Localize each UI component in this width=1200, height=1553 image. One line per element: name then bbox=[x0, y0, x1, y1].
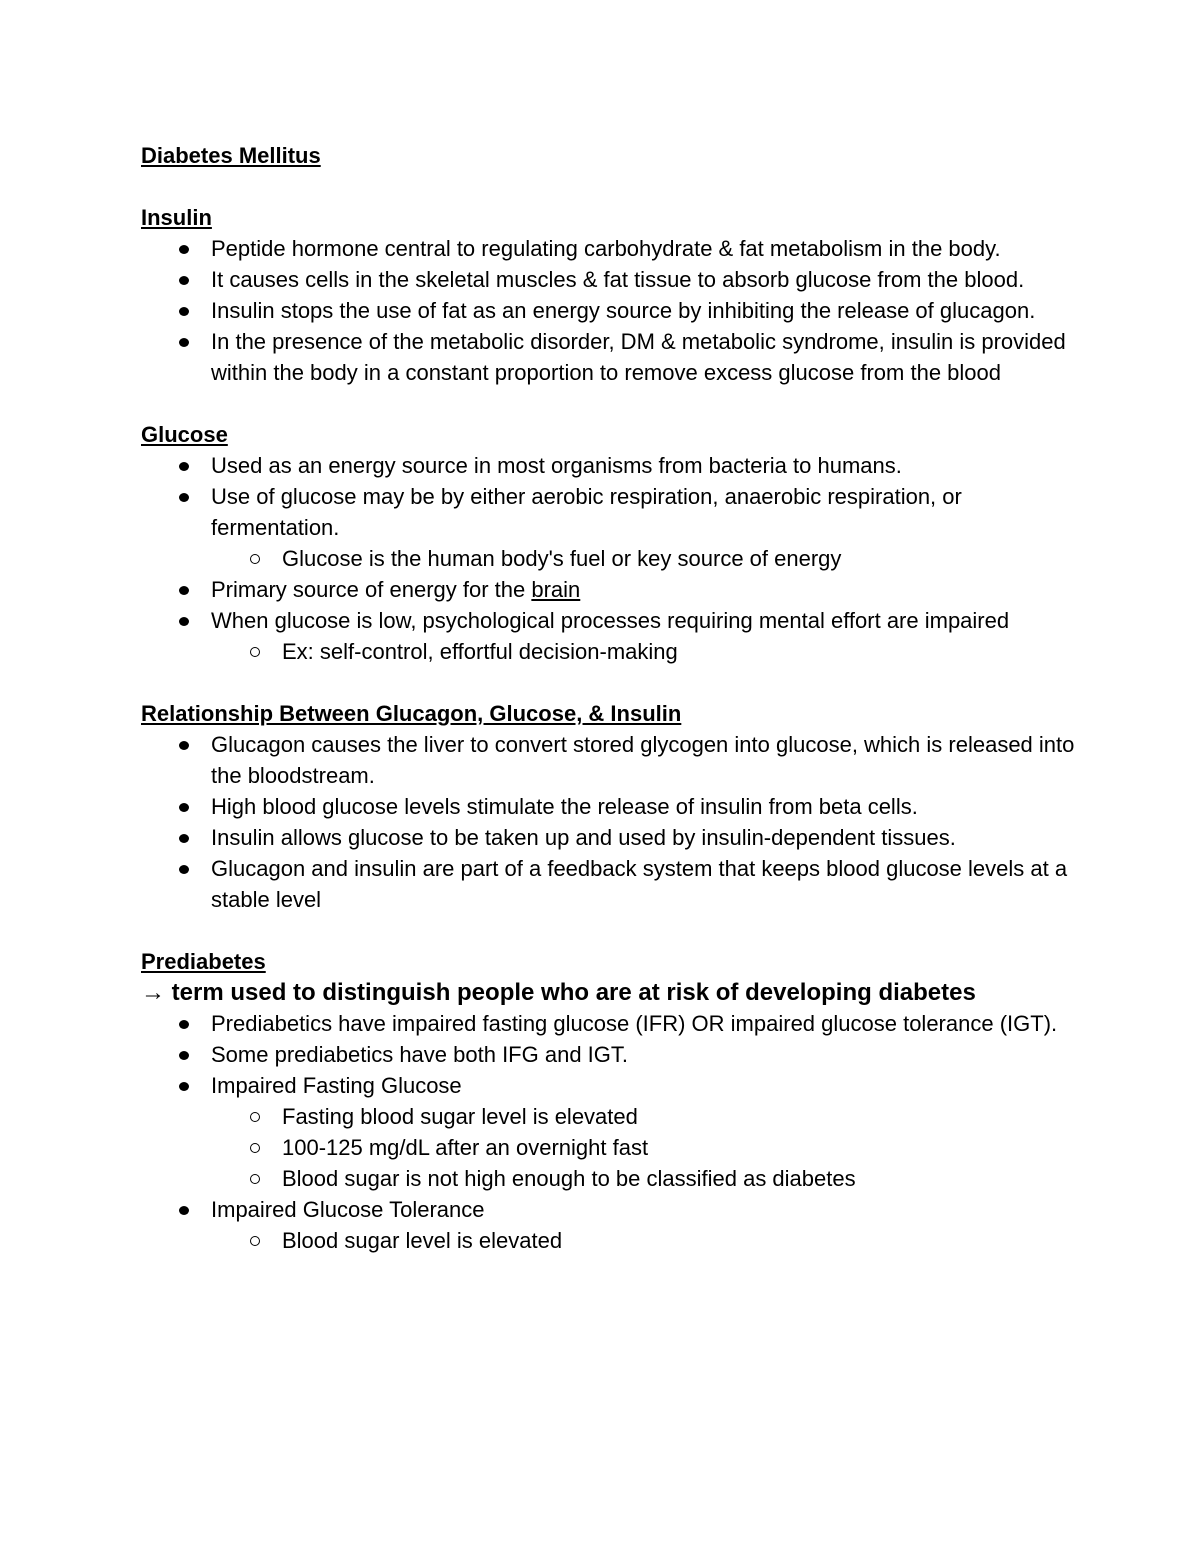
bullet-icon bbox=[179, 865, 189, 874]
glucose-list bbox=[141, 450, 1081, 667]
brain-link[interactable]: brain bbox=[531, 577, 581, 602]
insulin-list bbox=[141, 233, 1081, 388]
sub-list-item-text: Fasting blood sugar level is elevated bbox=[282, 1104, 638, 1129]
list-item-text: Insulin allows glucose to be taken up and used by insulin-dependent tissues. bbox=[211, 825, 956, 850]
hollow-bullet-icon bbox=[250, 1174, 260, 1184]
bullet-icon bbox=[179, 307, 189, 316]
list-item bbox=[211, 1008, 1081, 1039]
list-item-text: Insulin stops the use of fat as an energy source by inhibiting the release of glucagon. bbox=[211, 298, 1036, 323]
list-item bbox=[211, 326, 1081, 388]
sub-list-item-text: 100-125 mg/dL after an overnight fast bbox=[282, 1135, 649, 1160]
bullet-icon bbox=[179, 1206, 189, 1215]
list-item-text: Glucagon and insulin are part of a feedback system that keeps blood glucose levels at a stable level bbox=[211, 856, 1068, 912]
sub-list-item bbox=[282, 1163, 1081, 1194]
hollow-bullet-icon bbox=[250, 1236, 260, 1246]
document-title: Diabetes Mellitus bbox=[141, 143, 321, 168]
sub-list bbox=[211, 1225, 1081, 1256]
hollow-bullet-icon bbox=[250, 1112, 260, 1122]
section-heading-prediabetes: Prediabetes bbox=[141, 949, 266, 974]
bullet-icon bbox=[179, 586, 189, 595]
sub-list-item-text: Ex: self-control, effortful decision-making bbox=[282, 639, 678, 664]
list-item-text: Glucagon causes the liver to convert stored glycogen into glucose, which is released into the bloodstream. bbox=[211, 732, 1075, 788]
list-item-text: When glucose is low, psychological processes requiring mental effort are impaired bbox=[211, 608, 1010, 633]
list-item bbox=[211, 605, 1081, 667]
sub-list-item bbox=[282, 1132, 1081, 1163]
list-item-text: In the presence of the metabolic disorder, DM & metabolic syndrome, insulin is provided within the body in a constant proportion to remove excess glucose from the blood bbox=[211, 329, 1066, 385]
section-relationship bbox=[141, 698, 1081, 915]
list-item bbox=[211, 1070, 1081, 1194]
prediabetes-definition: → term used to distinguish people who are at risk of developing diabetes bbox=[141, 979, 976, 1006]
section-glucose bbox=[141, 419, 1081, 667]
bullet-icon bbox=[179, 834, 189, 843]
hollow-bullet-icon bbox=[250, 554, 260, 564]
sub-list-item bbox=[282, 636, 1081, 667]
list-item-text: High blood glucose levels stimulate the release of insulin from beta cells. bbox=[211, 794, 918, 819]
list-item bbox=[211, 481, 1081, 574]
sub-list bbox=[211, 543, 1081, 574]
list-item bbox=[211, 574, 1081, 605]
list-item-text: Used as an energy source in most organisms from bacteria to humans. bbox=[211, 453, 902, 478]
prediabetes-list bbox=[141, 1008, 1081, 1256]
section-prediabetes bbox=[141, 946, 1081, 1256]
relationship-list bbox=[141, 729, 1081, 915]
list-item-text: It causes cells in the skeletal muscles & fat tissue to absorb glucose from the blood. bbox=[211, 267, 1025, 292]
section-heading-glucose: Glucose bbox=[141, 422, 228, 447]
section-insulin bbox=[141, 202, 1081, 388]
list-item bbox=[211, 853, 1081, 915]
hollow-bullet-icon bbox=[250, 1143, 260, 1153]
sub-list bbox=[211, 636, 1081, 667]
bullet-icon bbox=[179, 276, 189, 285]
sub-list-item bbox=[282, 1225, 1081, 1256]
bullet-icon bbox=[179, 338, 189, 347]
bullet-icon bbox=[179, 493, 189, 502]
list-item bbox=[211, 822, 1081, 853]
sub-list-item bbox=[282, 1101, 1081, 1132]
list-item-text: Peptide hormone central to regulating carbohydrate & fat metabolism in the body. bbox=[211, 236, 1001, 261]
list-item-text: Primary source of energy for the bbox=[211, 577, 532, 602]
bullet-icon bbox=[179, 617, 189, 626]
bullet-icon bbox=[179, 803, 189, 812]
list-item-text: Some prediabetics have both IFG and IGT. bbox=[211, 1042, 629, 1067]
list-item bbox=[211, 233, 1081, 264]
list-item bbox=[211, 450, 1081, 481]
list-item-text: Prediabetics have impaired fasting glucose (IFR) OR impaired glucose tolerance (IGT). bbox=[211, 1011, 1058, 1036]
bullet-icon bbox=[179, 462, 189, 471]
section-heading-relationship: Relationship Between Glucagon, Glucose, & Insulin bbox=[141, 701, 682, 726]
sub-list bbox=[211, 1101, 1081, 1194]
bullet-icon bbox=[179, 1051, 189, 1060]
list-item-text: Impaired Glucose Tolerance bbox=[211, 1197, 485, 1222]
list-item bbox=[211, 1039, 1081, 1070]
sub-list-item-text: Blood sugar level is elevated bbox=[282, 1228, 563, 1253]
sub-list-item-text: Blood sugar is not high enough to be classified as diabetes bbox=[282, 1166, 856, 1191]
list-item-text: Use of glucose may be by either aerobic respiration, anaerobic respiration, or fermentation. bbox=[211, 484, 962, 540]
bullet-icon bbox=[179, 1020, 189, 1029]
document-page bbox=[141, 140, 1081, 1256]
hollow-bullet-icon bbox=[250, 647, 260, 657]
bullet-icon bbox=[179, 1082, 189, 1091]
list-item-text: Impaired Fasting Glucose bbox=[211, 1073, 462, 1098]
list-item bbox=[211, 1194, 1081, 1256]
list-item bbox=[211, 264, 1081, 295]
bullet-icon bbox=[179, 245, 189, 254]
section-heading-insulin: Insulin bbox=[141, 205, 212, 230]
sub-list-item-text: Glucose is the human body's fuel or key source of energy bbox=[282, 546, 842, 571]
sub-list-item bbox=[282, 543, 1081, 574]
bullet-icon bbox=[179, 741, 189, 750]
list-item bbox=[211, 295, 1081, 326]
list-item bbox=[211, 791, 1081, 822]
list-item bbox=[211, 729, 1081, 791]
